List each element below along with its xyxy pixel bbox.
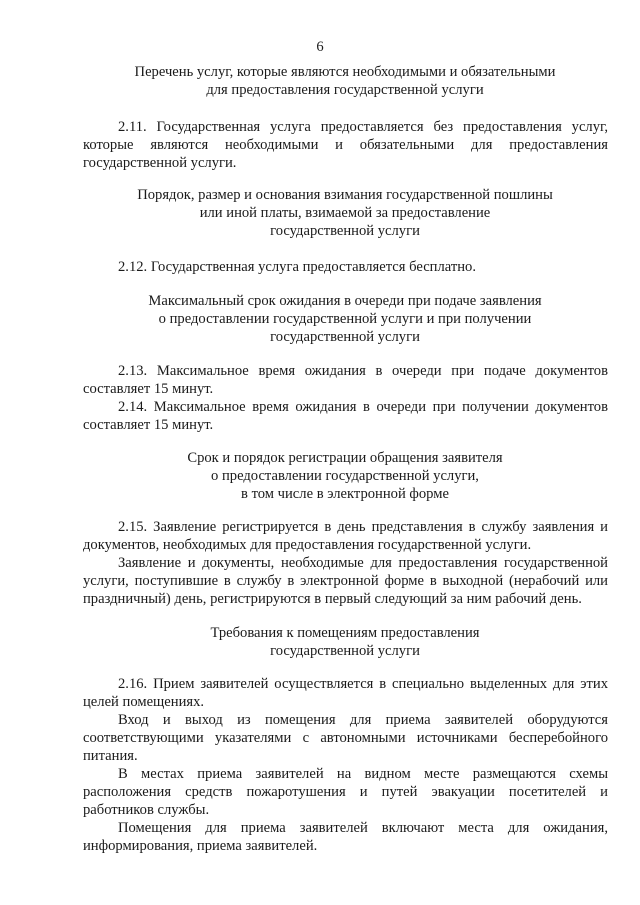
page-number: 6: [316, 39, 324, 55]
heading-line: для предоставления государственной услуги: [206, 82, 484, 98]
section-heading: [80, 186, 610, 240]
heading-line: или иной платы, взимаемой за предоставление: [199, 205, 491, 221]
heading-line: о предоставлении государственной услуги,: [211, 468, 479, 484]
paragraph: 2.12. Государственная услуга предоставляется бесплатно.: [118, 259, 477, 275]
heading-line: государственной услуги: [270, 223, 420, 239]
heading-line: государственной услуги: [270, 329, 420, 345]
paragraph: 2.13. Максимальное время ожидания в очереди при подаче документов составляет 15 минут.: [83, 363, 608, 397]
paragraph: Помещения для приема заявителей включают места для ожидания, информирования, приема заявителей.: [83, 820, 608, 854]
paragraph: Вход и выход из помещения для приема заявителей оборудуются соответствующими указателями с автономными источниками бесперебойного питания.: [83, 712, 608, 764]
paragraph: В местах приема заявителей на видном месте размещаются схемы расположения средств пожаротушения и путей эвакуации посетителей и работников службы.: [83, 766, 608, 818]
heading-line: Срок и порядок регистрации обращения заявителя: [187, 450, 503, 466]
paragraph: Заявление и документы, необходимые для предоставления государственной услуги, поступившие в службу в электронной форме в выходной (нерабочий или праздничный) день, регистрируются в первый следующий за ним рабочий день.: [83, 555, 608, 607]
paragraph: 2.15. Заявление регистрируется в день представления в службу заявления и документов, необходимых для предоставления государственной услуги.: [83, 519, 608, 553]
heading-line: в том числе в электронной форме: [241, 486, 449, 502]
section-heading: [80, 292, 610, 346]
section-heading: [80, 624, 610, 660]
paragraph: 2.14. Максимальное время ожидания в очереди при получении документов составляет 15 минут.: [83, 399, 608, 433]
heading-line: государственной услуги: [270, 643, 420, 659]
heading-line: Максимальный срок ожидания в очереди при подаче заявления: [148, 293, 542, 309]
heading-line: о предоставлении государственной услуги и при получении: [158, 311, 532, 327]
paragraph: 2.16. Прием заявителей осуществляется в специально выделенных для этих целей помещениях.: [83, 676, 608, 710]
heading-line: Требования к помещениям предоставления: [210, 625, 480, 641]
section-heading: [80, 449, 610, 503]
paragraph: 2.11. Государственная услуга предоставляется без предоставления услуг, которые являются необходимыми и обязательными для предоставления государственной услуги.: [83, 119, 608, 171]
heading-line: Перечень услуг, которые являются необходимыми и обязательными: [134, 64, 556, 80]
heading-line: Порядок, размер и основания взимания государственной пошлины: [137, 187, 553, 203]
section-heading: [80, 63, 610, 99]
